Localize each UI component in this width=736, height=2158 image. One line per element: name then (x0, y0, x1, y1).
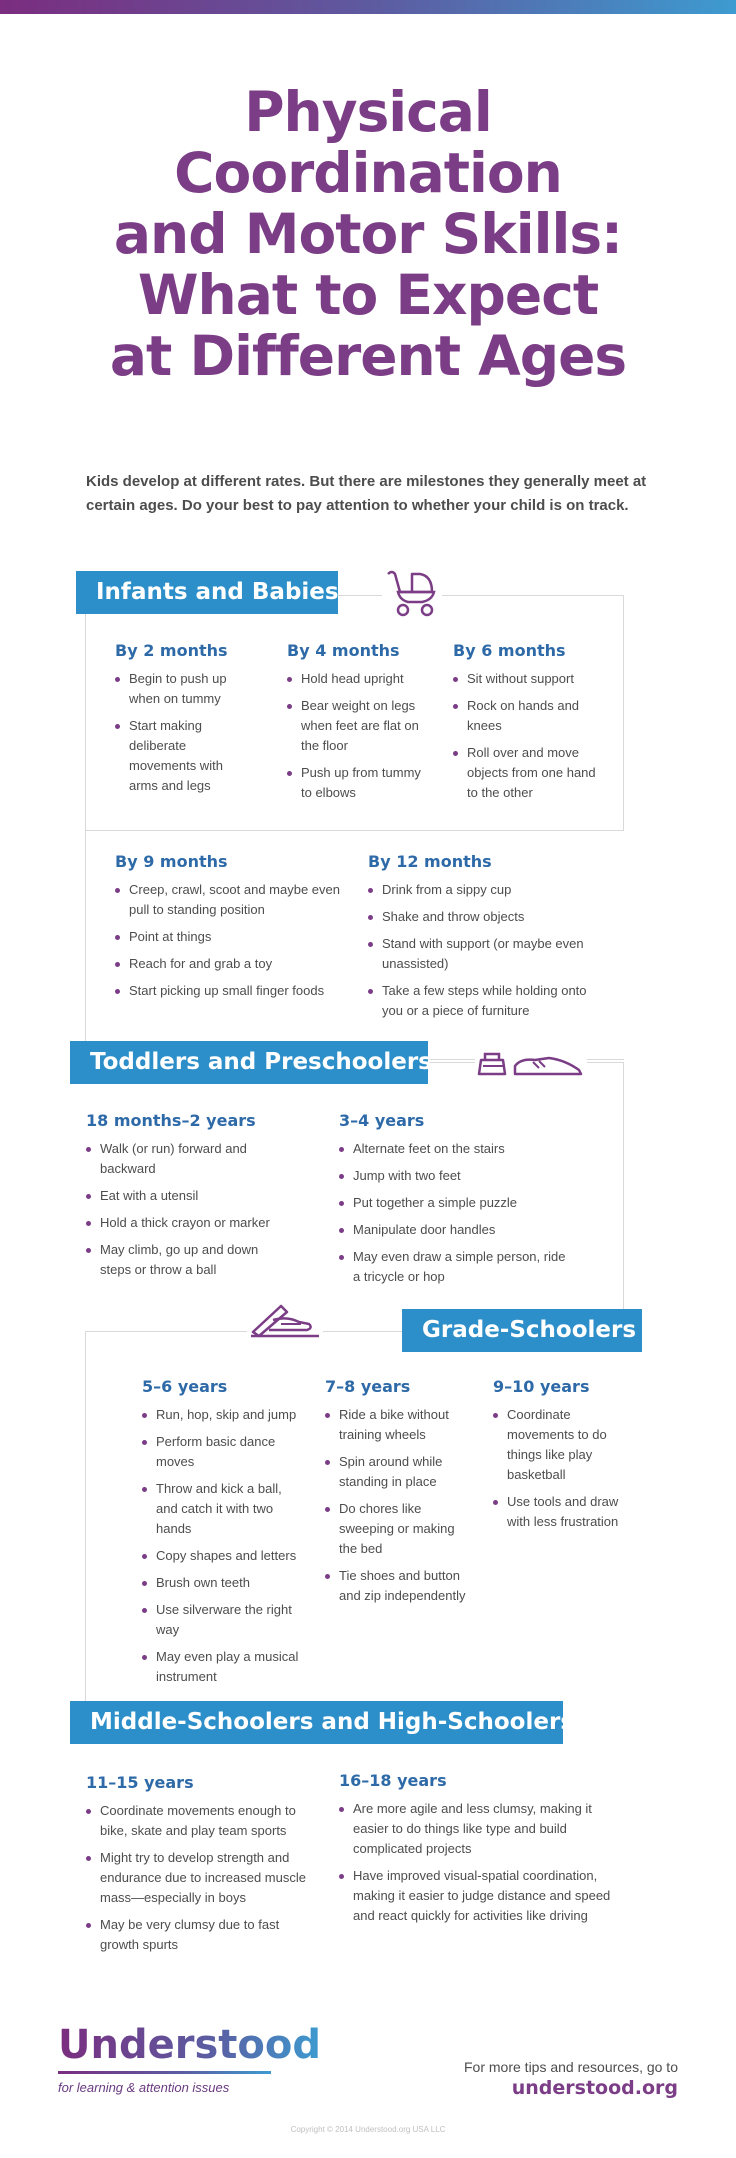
age-heading: 16–18 years (339, 1771, 447, 1790)
milestone-item: May even play a musical instrument (142, 1647, 302, 1687)
milestone-list (287, 669, 427, 803)
milestone-list (493, 1405, 633, 1532)
milestone-item: Walk (or run) forward and backward (86, 1139, 286, 1179)
grade-group-9yr (493, 1376, 633, 1539)
section-banner-grade: Grade-Schoolers (402, 1309, 642, 1352)
milestone-item: Might try to develop strength and endurance due to increased muscle mass—especially in boys (86, 1848, 311, 1908)
milestone-list (339, 1139, 569, 1287)
milestone-item: Start picking up small finger foods (115, 981, 345, 1001)
milestone-list (115, 880, 345, 1001)
milestone-item: Begin to push up when on tummy (115, 669, 255, 709)
milestone-item: Reach for and grab a toy (115, 954, 345, 974)
milestone-item: Throw and kick a ball, and catch it with two hands (142, 1479, 302, 1539)
top-gradient-bar (0, 0, 736, 14)
milestone-item: Hold a thick crayon or marker (86, 1213, 286, 1233)
title-line: What to Expect (137, 263, 599, 327)
milestone-item: Put together a simple puzzle (339, 1193, 569, 1213)
title-line: at Different Ages (109, 324, 627, 388)
milestone-list (142, 1405, 302, 1687)
age-heading: By 2 months (115, 641, 228, 660)
age-heading: 18 months–2 years (86, 1111, 256, 1130)
milestone-item: Bear weight on legs when feet are flat on the floor (287, 696, 427, 756)
copyright-text: Copyright © 2014 Understood.org USA LLC (290, 2125, 446, 2134)
milestone-item: Point at things (115, 927, 345, 947)
milestone-item: Run, hop, skip and jump (142, 1405, 302, 1425)
milestone-item: Brush own teeth (142, 1573, 302, 1593)
title-line: Coordination (174, 141, 562, 205)
age-heading: By 12 months (368, 852, 492, 871)
infants-group-2mo (115, 640, 255, 803)
grade-group-5yr (142, 1376, 302, 1694)
milestone-item: Coordinate movements to do things like play basketball (493, 1405, 633, 1485)
milestone-item: Jump with two feet (339, 1166, 569, 1186)
milestone-item: Start making deliberate movements with arms and legs (115, 716, 255, 796)
milestone-item: Rock on hands and knees (453, 696, 598, 736)
understood-url-link[interactable]: understood.org (511, 2077, 678, 2099)
milestone-item: Perform basic dance moves (142, 1432, 302, 1472)
milestone-item: Tie shoes and button and zip independently (325, 1566, 475, 1606)
milestone-item: Shake and throw objects (368, 907, 593, 927)
age-heading: By 9 months (115, 852, 228, 871)
section-banner-toddlers: Toddlers and Preschoolers (70, 1041, 428, 1084)
baby-shoes-icon (475, 1050, 587, 1080)
milestone-list (115, 669, 255, 796)
milestone-list (325, 1405, 475, 1606)
milestone-item: Stand with support (or maybe even unassisted) (368, 934, 593, 974)
milestone-list (453, 669, 598, 803)
milestone-list (86, 1139, 286, 1280)
milestone-item: Ride a bike without training wheels (325, 1405, 475, 1445)
teens-group-16yr (339, 1770, 621, 1933)
teens-group-11yr (86, 1772, 311, 1962)
section-banner-teens: Middle-Schoolers and High-Schoolers (70, 1701, 563, 1744)
milestone-item: Copy shapes and letters (142, 1546, 302, 1566)
grade-group-7yr (325, 1376, 475, 1613)
toddlers-group-3yr (339, 1110, 569, 1294)
toddlers-group-18mo (86, 1110, 286, 1287)
milestone-item: Sit without support (453, 669, 598, 689)
milestone-item: Are more agile and less clumsy, making it easier to do things like type and build complicated projects (339, 1799, 621, 1859)
milestone-item: Drink from a sippy cup (368, 880, 593, 900)
age-heading: By 6 months (453, 641, 566, 660)
milestone-item: Spin around while standing in place (325, 1452, 475, 1492)
infants-group-6mo (453, 640, 598, 810)
milestone-item: Do chores like sweeping or making the bed (325, 1499, 475, 1559)
age-heading: 5–6 years (142, 1377, 228, 1396)
milestone-item: May even draw a simple person, ride a tricycle or hop (339, 1247, 569, 1287)
logo-underline (58, 2071, 271, 2074)
age-heading: 11–15 years (86, 1773, 194, 1792)
milestone-item: Alternate feet on the stairs (339, 1139, 569, 1159)
baby-carriage-icon (382, 566, 442, 618)
milestone-item: Creep, crawl, scoot and maybe even pull to standing position (115, 880, 345, 920)
age-heading: 7–8 years (325, 1377, 411, 1396)
section-banner-infants: Infants and Babies (76, 571, 338, 614)
milestone-item: Manipulate door handles (339, 1220, 569, 1240)
hand-writing-icon (247, 1300, 323, 1342)
infants-group-9mo (115, 851, 345, 1008)
age-heading: 3–4 years (339, 1111, 425, 1130)
infants-group-12mo (368, 851, 593, 1028)
more-resources-text: For more tips and resources, go to (464, 2059, 678, 2075)
milestone-item: Hold head upright (287, 669, 427, 689)
title-line: and Motor Skills: (113, 202, 623, 266)
milestone-list (339, 1799, 621, 1926)
milestone-item: Have improved visual-spatial coordination, making it easier to judge distance and speed and react quickly for activities like driving (339, 1866, 621, 1926)
milestone-list (368, 880, 593, 1021)
milestone-item: Roll over and move objects from one hand to the other (453, 743, 598, 803)
age-heading: By 4 months (287, 641, 400, 660)
milestone-item: Take a few steps while holding onto you or a piece of furniture (368, 981, 593, 1021)
milestone-item: Push up from tummy to elbows (287, 763, 427, 803)
age-heading: 9–10 years (493, 1377, 590, 1396)
page-title (60, 82, 676, 387)
logo-tagline: for learning & attention issues (58, 2080, 230, 2095)
milestone-item: Coordinate movements enough to bike, skate and play team sports (86, 1801, 311, 1841)
milestone-item: Eat with a utensil (86, 1186, 286, 1206)
understood-logo[interactable]: Understood (58, 2022, 321, 2068)
milestone-item: Use silverware the right way (142, 1600, 302, 1640)
intro-text: Kids develop at different rates. But there are milestones they generally meet at certain ages. Do your best to pay attention to whether your child is on track. (86, 473, 647, 514)
title-line: Physical (244, 80, 492, 144)
milestone-item: May be very clumsy due to fast growth spurts (86, 1915, 311, 1955)
milestone-list (86, 1801, 311, 1955)
milestone-item: May climb, go up and down steps or throw a ball (86, 1240, 286, 1280)
milestone-item: Use tools and draw with less frustration (493, 1492, 633, 1532)
infants-group-4mo (287, 640, 427, 810)
